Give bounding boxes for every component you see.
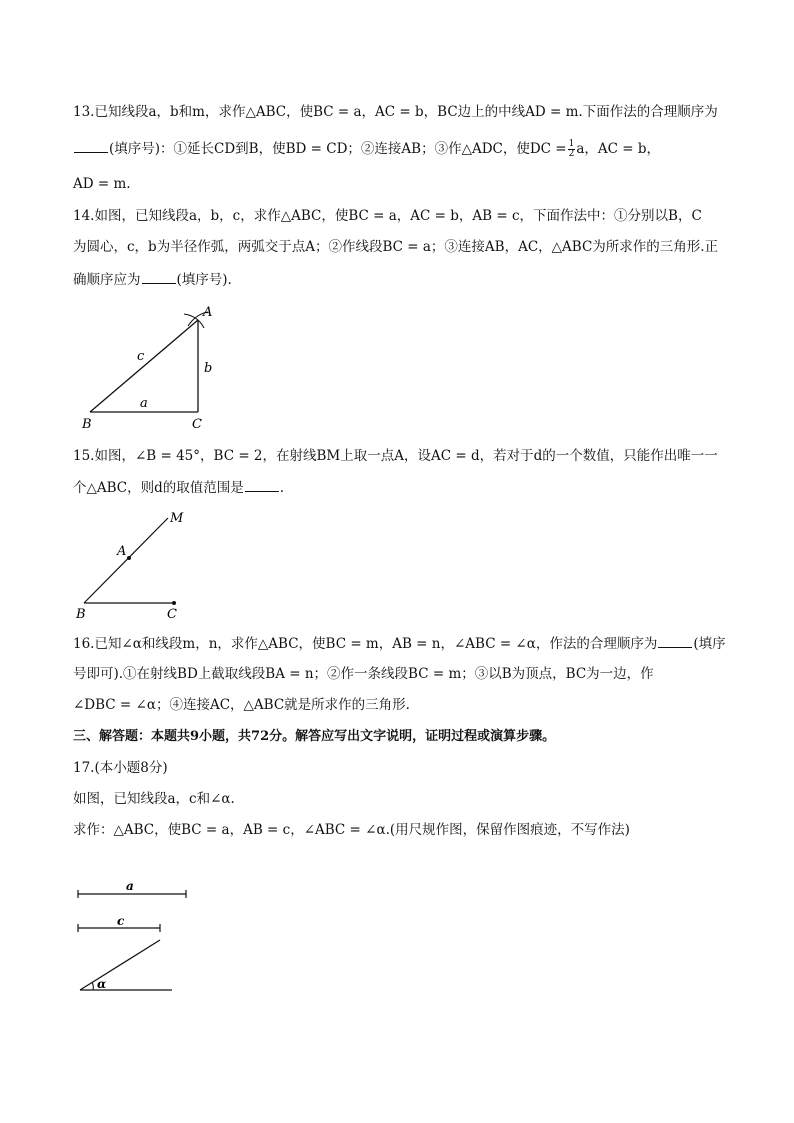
q15-point-A bbox=[127, 556, 131, 560]
q15-line2-pre: 个△ABC，则d的取值范围是 bbox=[73, 480, 244, 496]
q13-answer-blank[interactable] bbox=[74, 138, 108, 153]
q17-label-c: c bbox=[117, 914, 125, 928]
q16-line1-pre: 16.已知∠α和线段m，n，求作△ABC，使BC = m，AB = n，∠ABC = ∠α，作法的合理顺序为 bbox=[73, 636, 658, 652]
q14-line1: 14.如图，已知线段a，b，c，求作△ABC，使BC = a，AC = b，AB = c，下面作法中：①分别以B，C bbox=[73, 208, 702, 224]
q15-point-C bbox=[172, 601, 176, 605]
q16-line2: 号即可).①在射线BD上截取线段BA = n；②作一条线段BC = m；③以B为顶点，BC为一边，作 bbox=[73, 666, 654, 682]
q13-line2-text: (填序号)：①延长CD到B，使BD = CD；②连接AB；③作△ADC，使DC = bbox=[109, 141, 567, 157]
q17-given-figure bbox=[74, 876, 194, 996]
q14-line3 bbox=[73, 269, 232, 290]
q16-line1 bbox=[73, 633, 726, 654]
q14-answer-blank[interactable] bbox=[142, 269, 176, 284]
q15-label-C: C bbox=[167, 607, 177, 622]
q14-label-a: a bbox=[140, 396, 148, 411]
q17-label-a: a bbox=[126, 879, 134, 893]
q15-answer-blank[interactable] bbox=[245, 477, 279, 492]
q14-triangle-figure bbox=[80, 300, 230, 435]
q13-line3: AD = m. bbox=[73, 176, 131, 192]
section-3-heading: 三、解答题：本题共9小题，共72分。解答应写出文字说明，证明过程或演算步骤。 bbox=[73, 729, 556, 744]
q14-line3-pre: 确顺序应为 bbox=[73, 272, 141, 288]
q15-ray-BM bbox=[84, 518, 168, 603]
q17-angle-arc bbox=[92, 982, 93, 990]
q14-label-b: b bbox=[204, 361, 213, 376]
q14-line2: 为圆心，c，b为半径作弧，两弧交于点A；②作线段BC = a；③连接AB，AC，△ABC为所求作的三角形.正 bbox=[73, 239, 719, 255]
q17-line2: 求作：△ABC，使BC = a，AB = c，∠ABC = ∠α.(用尺规作图，保留作图痕迹，不写作法) bbox=[73, 822, 630, 838]
q16-answer-blank[interactable] bbox=[658, 633, 692, 648]
q17-label-alpha: α bbox=[97, 977, 107, 991]
q13-frac-den: 2 bbox=[568, 149, 575, 159]
q16-line3: ∠DBC = ∠α；④连接AC，△ABC就是所求作的三角形. bbox=[73, 697, 410, 713]
q14-label-c: c bbox=[137, 349, 145, 364]
q15-line2-post: . bbox=[279, 480, 285, 496]
q14-arc-1 bbox=[184, 314, 204, 328]
q13-fraction bbox=[568, 140, 576, 159]
q15-line2 bbox=[73, 477, 284, 498]
q13-line2 bbox=[73, 138, 660, 159]
q17-line1: 如图，已知线段a，c和∠α. bbox=[73, 791, 235, 807]
q14-label-A: A bbox=[203, 305, 213, 320]
q15-ray-figure bbox=[74, 508, 194, 623]
q14-label-B: B bbox=[82, 417, 92, 432]
q15-label-M: M bbox=[170, 511, 184, 526]
q15-label-B: B bbox=[76, 607, 86, 622]
q13-frac-num: 1 bbox=[568, 139, 575, 149]
q14-label-C: C bbox=[192, 417, 202, 432]
q13-line2-tail: a，AC = b， bbox=[576, 141, 661, 157]
q15-label-A: A bbox=[117, 544, 127, 559]
q15-line1: 15.如图，∠B = 45°，BC = 2，在射线BM上取一点A，设AC = d，若对于d的一个数值，只能作出唯一一 bbox=[73, 448, 718, 464]
q14-line3-post: (填序号). bbox=[176, 272, 232, 288]
q17-title: 17.(本小题8分) bbox=[73, 760, 168, 776]
q13-line1: 13.已知线段a，b和m，求作△ABC，使BC = a，AC = b，BC边上的中线AD = m.下面作法的合理顺序为 bbox=[73, 104, 718, 120]
q16-line1-post: (填序 bbox=[693, 636, 726, 652]
